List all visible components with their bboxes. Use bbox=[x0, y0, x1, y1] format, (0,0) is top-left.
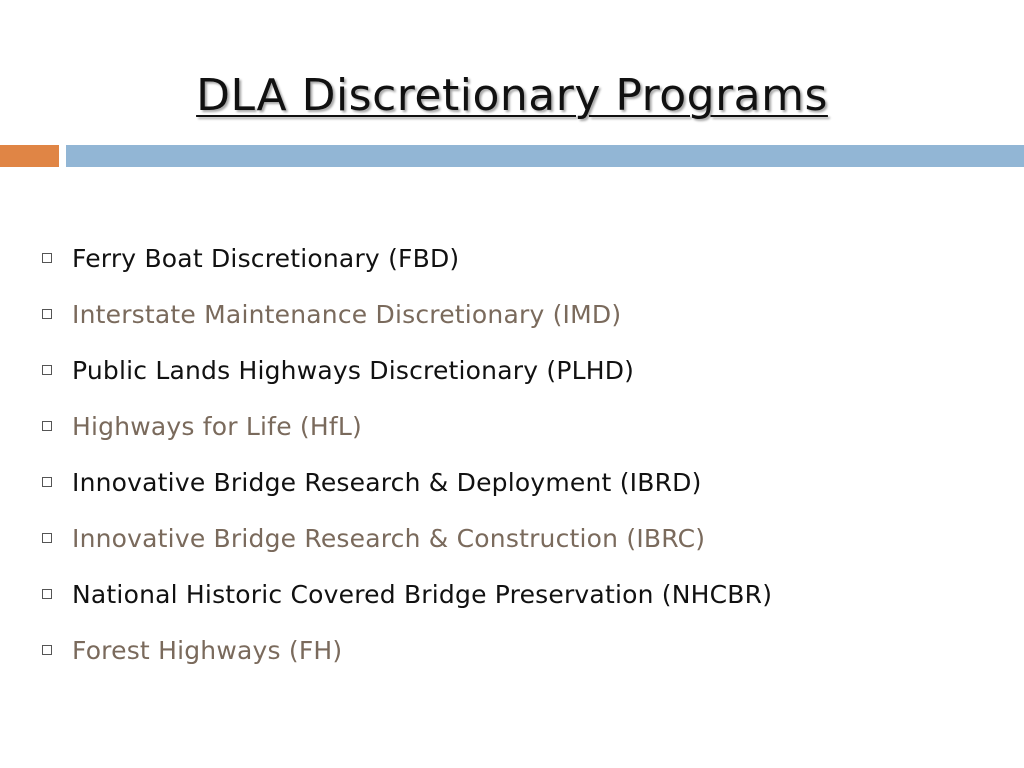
bullet-list bbox=[40, 230, 1010, 678]
slide-title: DLA Discretionary Programs bbox=[196, 70, 828, 121]
bullet-item bbox=[40, 622, 1010, 678]
bullet-text: Innovative Bridge Research & Construction (IBRC) bbox=[72, 523, 706, 553]
bullet-item bbox=[40, 454, 1010, 510]
bullet-text: Interstate Maintenance Discretionary (IMD) bbox=[72, 299, 622, 329]
square-bullet-icon bbox=[42, 253, 52, 263]
bullet-item bbox=[40, 566, 1010, 622]
bullet-text: Innovative Bridge Research & Deployment (IBRD) bbox=[72, 467, 702, 497]
bullet-text: Forest Highways (FH) bbox=[72, 635, 343, 665]
accent-bar-orange bbox=[0, 145, 59, 167]
square-bullet-icon bbox=[42, 589, 52, 599]
bullet-text: Public Lands Highways Discretionary (PLHD) bbox=[72, 355, 635, 385]
square-bullet-icon bbox=[42, 477, 52, 487]
square-bullet-icon bbox=[42, 645, 52, 655]
square-bullet-icon bbox=[42, 533, 52, 543]
accent-bar-blue bbox=[66, 145, 1024, 167]
bullet-text: Ferry Boat Discretionary (FBD) bbox=[72, 243, 460, 273]
bullet-text: Highways for Life (HfL) bbox=[72, 411, 362, 441]
bullet-item bbox=[40, 398, 1010, 454]
bullet-item bbox=[40, 286, 1010, 342]
bullet-item bbox=[40, 230, 1010, 286]
square-bullet-icon bbox=[42, 365, 52, 375]
square-bullet-icon bbox=[42, 309, 52, 319]
bullet-item bbox=[40, 510, 1010, 566]
bullet-text: National Historic Covered Bridge Preservation (NHCBR) bbox=[72, 579, 773, 609]
square-bullet-icon bbox=[42, 421, 52, 431]
bullet-item bbox=[40, 342, 1010, 398]
